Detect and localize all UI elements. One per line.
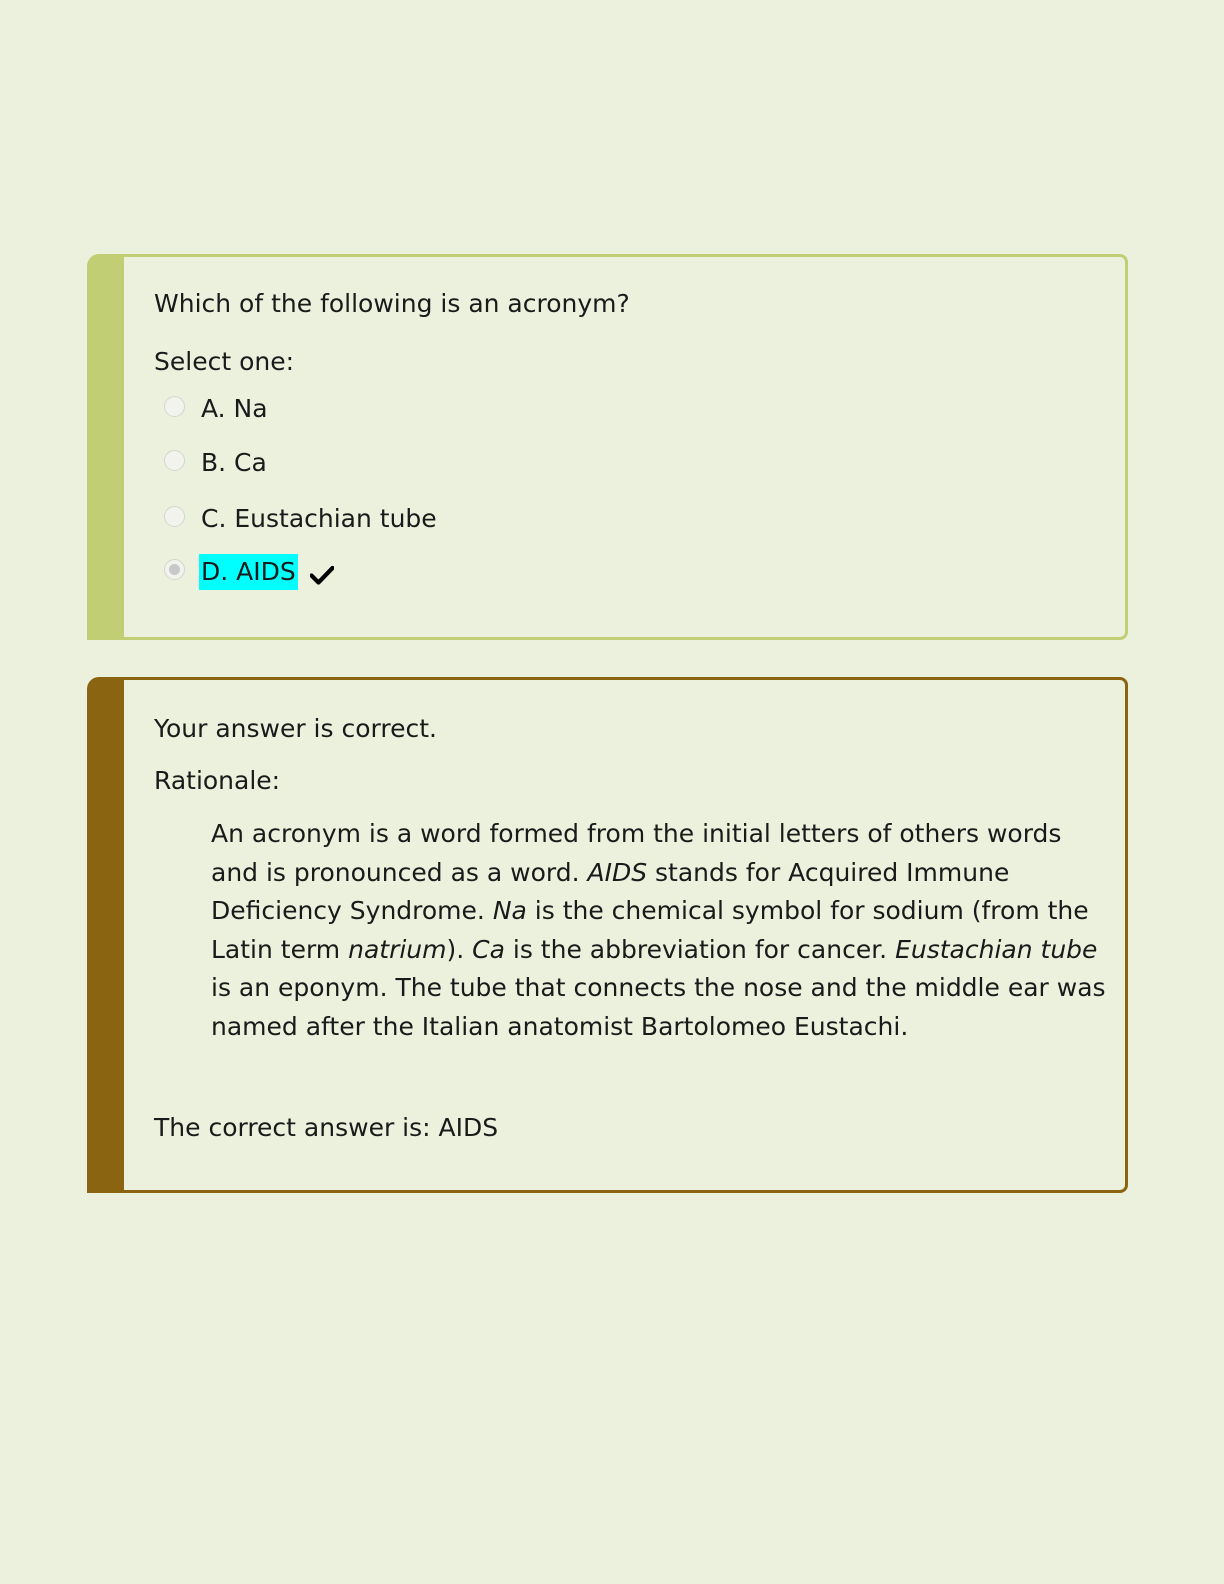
question-text: Which of the following is an acronym? [154, 289, 630, 318]
rationale-label: Rationale: [154, 766, 281, 795]
select-one-prompt: Select one: [154, 347, 295, 376]
rationale-text: An acronym is a word formed from the initial letters of others words and is pronounced as a word. AIDS stands for Acquired Immune Deficiency Syndrome. Na is the chemical symbol for sodium (from the Latin term natrium). Ca is the abbreviation for cancer. Eustachian tube is an eponym. The tube that connects the nose and the middle ear was named after the Italian anatomist Bartolomeo Eustachi. [211, 819, 1106, 1041]
option-c-radio[interactable] [164, 506, 185, 527]
option-d-radio[interactable] [164, 559, 185, 580]
checkmark-icon [310, 565, 334, 585]
option-c[interactable] [164, 500, 439, 538]
feedback-card [87, 677, 1128, 1193]
option-b[interactable] [164, 444, 269, 482]
option-a[interactable] [164, 390, 270, 428]
correct-answer: The correct answer is: AIDS [154, 1113, 499, 1142]
option-b-label[interactable]: B. Ca [201, 448, 267, 477]
question-card [87, 254, 1128, 640]
option-a-label[interactable]: A. Na [201, 394, 268, 423]
feedback-status: Your answer is correct. [154, 714, 437, 743]
option-b-radio[interactable] [164, 450, 185, 471]
option-a-radio[interactable] [164, 396, 185, 417]
option-c-label[interactable]: C. Eustachian tube [201, 504, 437, 533]
option-d-label[interactable]: D. AIDS [199, 554, 298, 590]
option-d[interactable] [164, 553, 334, 591]
